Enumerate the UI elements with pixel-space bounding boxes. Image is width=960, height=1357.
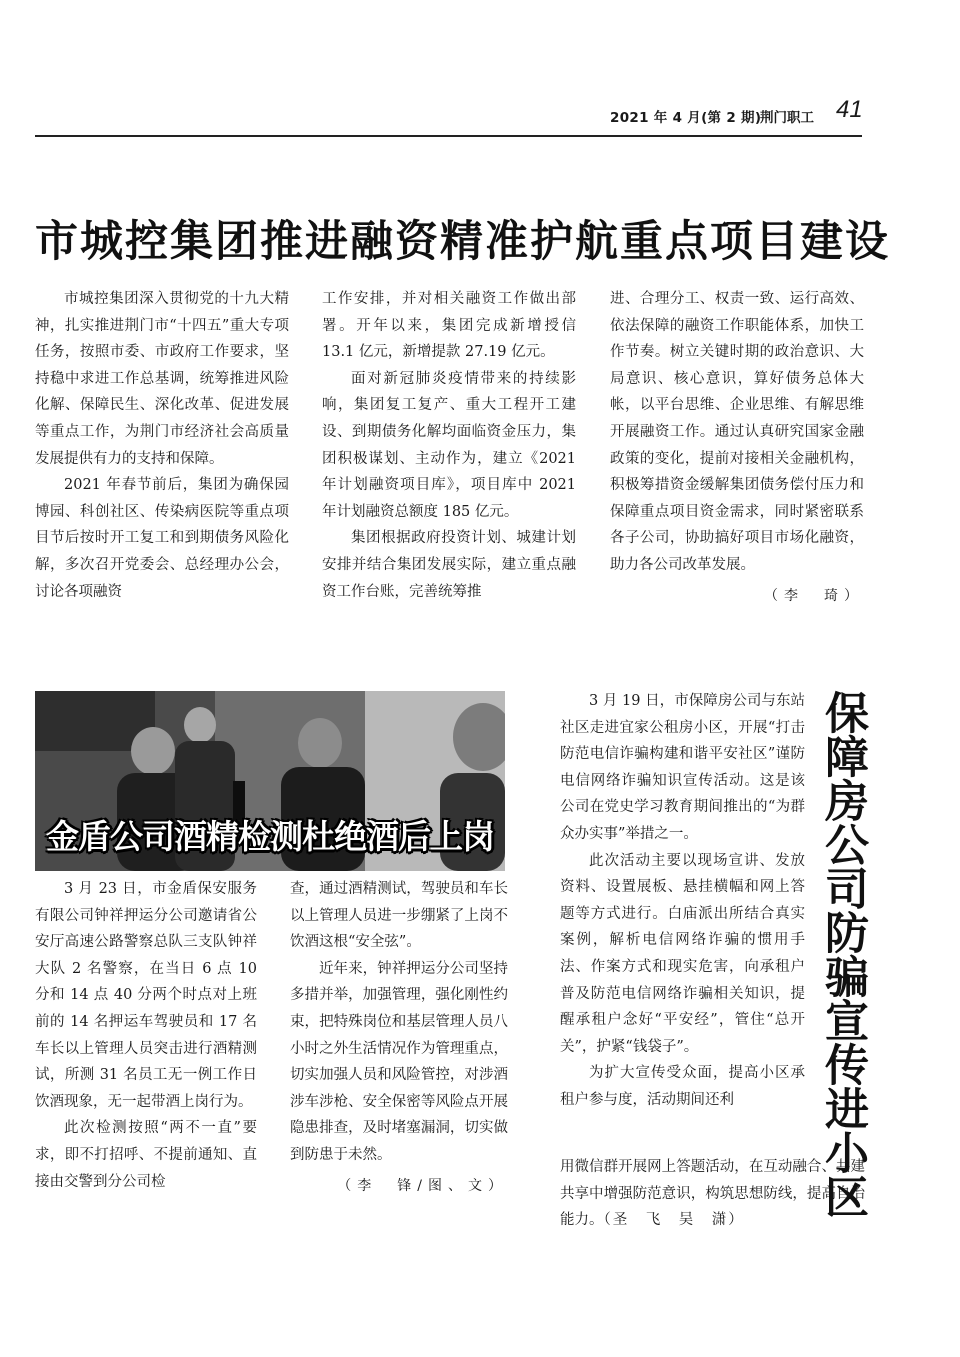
article2-headline: 金盾公司酒精检测杜绝酒后上岗 — [46, 817, 494, 856]
article3-headline: 保障房公司防骗宣传进小区 — [817, 690, 868, 1218]
paragraph: 查，通过酒精测试，驾驶员和车长以上管理人员进一步绷紧了上岗不饮酒这根“安全弦”。 — [290, 881, 508, 951]
paragraph: 2021 年春节前后，集团为确保园博园、科创社区、传染病医院等重点项目节后按时开工复工和到期债务风险化解，多次召开党委会、总经理办公会，讨论各项融资 — [35, 477, 289, 600]
article1-column-2 — [322, 286, 576, 605]
article2-column-1 — [35, 876, 257, 1195]
paragraph: 集团根据政府投资计划、城建计划安排并结合集团发展实际，建立重点融资工作台账，完善统筹推 — [322, 530, 576, 600]
paragraph: 用微信群开展网上答题活动，在互动融合、共建共享中增强防范意识，构筑思想防线，提高自治能力。 — [560, 1159, 865, 1229]
article1-headline: 市城控集团推进融资精准护航重点项目建设 — [35, 217, 890, 267]
paragraph: 近年来，钟祥押运分公司坚持多措并举，加强管理，强化刚性约束，把特殊岗位和基层管理人员八小时之外生活情况作为管理重点，切实加强人员和风险管控，对涉酒涉车涉枪、安全保密等风险点开展隐患排查，及时堵塞漏洞，切实做到防患于未然。 — [290, 960, 508, 1163]
article2-photo — [35, 691, 505, 871]
page-header — [600, 98, 862, 128]
paragraph: 3 月 19 日，市保障房公司与东站社区走进宜家公租房小区，开展“打击防范电信诈骗构建和谐平安社区”谨防电信网络诈骗知识宣传活动。这是该公司在党史学习教育期间推出的“为群众办实事”举措之一。 — [560, 693, 805, 842]
paragraph: 此次检测按照“两不一直”要求，即不打招呼、不提前通知、直接由交警到分公司检 — [35, 1120, 257, 1190]
issue-date: 2021 年 4 月(第 2 期) — [610, 110, 762, 126]
paragraph: 此次活动主要以现场宣讲、发放资料、设置展板、悬挂横幅和网上答题等方式进行。白庙派出所结合真实案例，解析电信网络诈骗的惯用手法、作案方式和现实危害，向承租户普及防范电信网络诈骗相关知识，提醒承租户念好“平安经”，管住“总开关”，护紧“钱袋子”。 — [560, 852, 805, 1055]
header-divider — [35, 135, 862, 137]
article1-column-1 — [35, 286, 289, 605]
article2-column-2 — [290, 876, 508, 1199]
paragraph: 进、合理分工、权责一致、运行高效、依法保障的融资工作职能体系，加快工作节奏。树立关键时期的政治意识、大局意识、核心意识，算好债务总体大帐，以平台思维、企业思维、有解思维开展融资工作。通过认真研究国家金融政策的变化，提前对接相关金融机构，积极筹措资金缓解集团债务偿付压力和保障重点项目资金需求，同时紧密联系各子公司，协助搞好项目市场化融资，助力各公司改革发展。 — [610, 291, 864, 573]
paragraph: 3 月 23 日，市金盾保安服务有限公司钟祥押运分公司邀请省公安厅高速公路警察总队三支队钟祥大队 2 名警察，在当日 6 点 10 分和 14 点 40 分两个时点对上班前的 14 名押运车驾驶员和 17 名车长以上管理人员突击进行酒精测试，所测 31 名员工无一例工作日饮酒现象，无一起带酒上岗行为。 — [35, 881, 257, 1110]
article1-byline: （李 琦） — [764, 587, 864, 604]
article3-column-1 — [560, 688, 805, 1114]
article2-byline: （李 锋/图、文） — [337, 1177, 508, 1194]
publication-name: 荆门职工 — [760, 110, 814, 126]
paragraph: 面对新冠肺炎疫情带来的持续影响，集团复工复产、重大工程开工建设、到期债务化解均面临资金压力，集团积极谋划、主动作为，建立《2021 年计划融资项目库》，项目库中 2021 年计划融资总额度 185 亿元。 — [322, 370, 576, 520]
article3-byline: （圣 飞 吴 潇） — [603, 1212, 745, 1229]
paragraph: 工作安排，并对相关融资工作做出部署。开年以来，集团完成新增授信 13.1 亿元，新增提款 27.19 亿元。 — [322, 291, 576, 361]
paragraph: 为扩大宣传受众面，提高小区承租户参与度，活动期间还利 — [560, 1065, 805, 1108]
article1-column-3 — [610, 286, 864, 609]
page-number: 41 — [836, 96, 863, 123]
paragraph: 市城控集团深入贯彻党的十九大精神，扎实推进荆门市“十四五”重大专项任务，按照市委、市政府工作要求，坚持稳中求进工作总基调，统筹推进风险化解、保障民生、深化改革、促进发展等重点工作，为荆门市经济社会高质量发展提供有力的支持和保障。 — [35, 291, 289, 467]
